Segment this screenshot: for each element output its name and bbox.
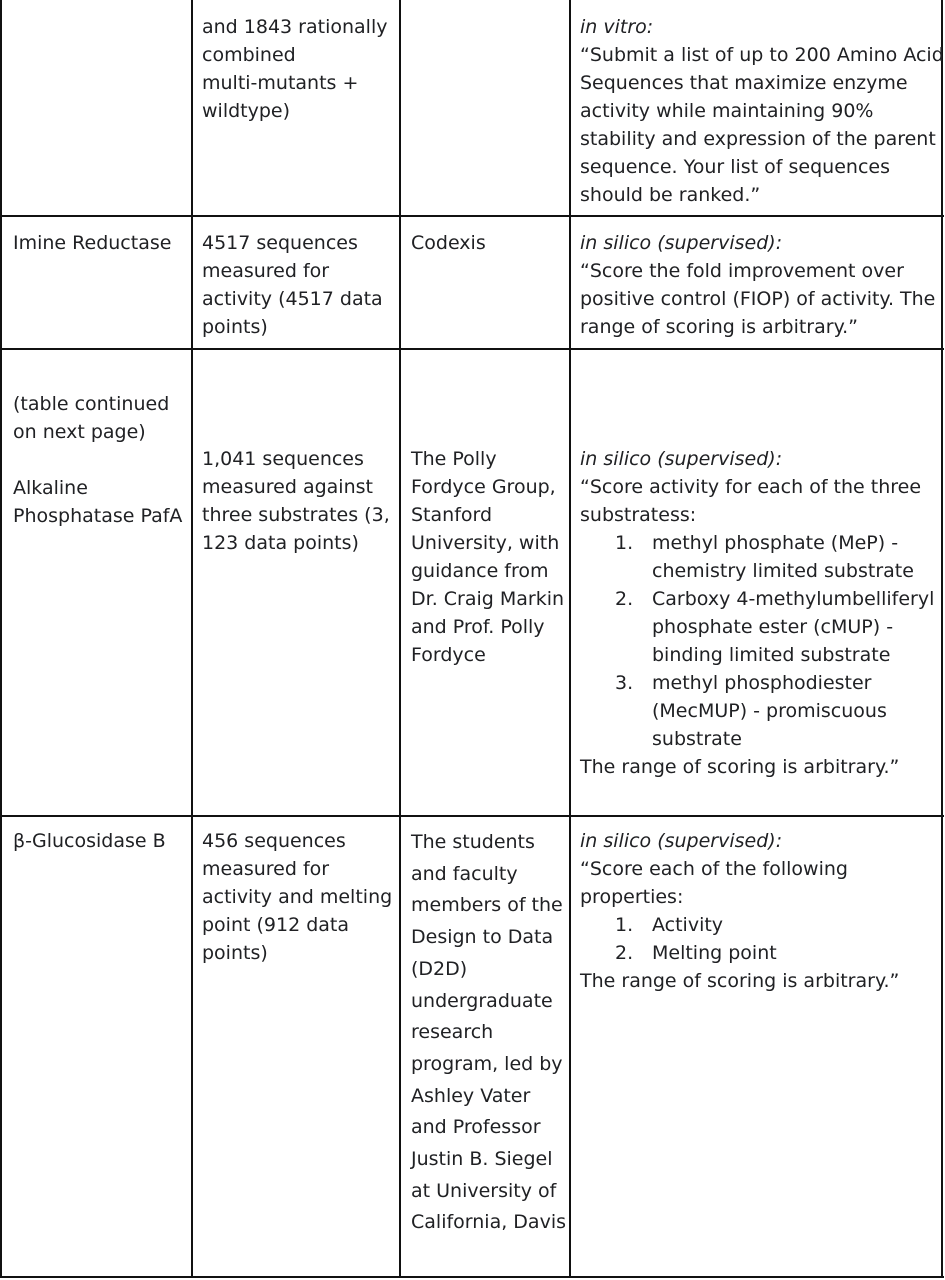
column-divider — [399, 0, 401, 1278]
cell-line: “Score the fold improvement over — [580, 260, 904, 282]
cell-line: Fordyce — [411, 644, 486, 666]
enzyme-name: Phosphatase PafA — [13, 505, 183, 527]
spacer — [13, 446, 182, 474]
cell-line: and Professor — [411, 1116, 541, 1139]
list-number: 1. — [615, 914, 634, 936]
cell-line: 123 data points) — [202, 532, 359, 554]
cell-line: measured for — [202, 260, 330, 282]
table-cell-measurements — [202, 13, 387, 125]
cell-line: guidance from — [411, 560, 549, 582]
cell-line: activity and melting — [202, 886, 393, 908]
cell-line: points) — [202, 316, 268, 338]
table-cell-enzyme — [13, 390, 182, 530]
table-cell-contributor — [411, 445, 564, 669]
table-cell-task — [580, 229, 935, 341]
cell-line: Melting point — [652, 942, 777, 964]
cell-line: Ashley Vater — [411, 1084, 531, 1107]
cell-line: range of scoring is arbitrary.” — [580, 316, 858, 338]
row-divider — [0, 815, 944, 817]
row-divider — [0, 348, 944, 350]
cell-line: and Prof. Polly — [411, 616, 545, 638]
cell-line: and 1843 rationally — [202, 16, 388, 38]
list-item — [580, 911, 899, 939]
cell-line: should be ranked.” — [580, 184, 761, 206]
cell-line: Dr. Craig Markin — [411, 588, 565, 610]
column-divider — [191, 0, 193, 1278]
table-cell-measurements — [202, 445, 390, 557]
enzyme-name: Alkaline — [13, 477, 88, 499]
table-cell-enzyme — [13, 229, 171, 257]
cell-line: activity (4517 data — [202, 288, 383, 310]
cell-line: Justin B. Siegel — [411, 1148, 553, 1171]
substrate-list — [580, 529, 934, 753]
cell-line: Codexis — [411, 232, 486, 254]
cell-line: measured for — [202, 858, 330, 880]
cell-line: measured against — [202, 476, 373, 498]
column-divider — [569, 0, 571, 1278]
property-list — [580, 911, 899, 967]
cell-line: phosphate ester (cMUP) - — [652, 616, 894, 638]
cell-line: and faculty — [411, 862, 518, 885]
table-border-bottom — [0, 1276, 944, 1278]
cell-line: The students — [411, 831, 535, 853]
list-item — [580, 669, 934, 753]
cell-line: 456 sequences — [202, 830, 346, 852]
cell-line: substrate — [652, 728, 742, 750]
cell-line: Carboxy 4-methylumbelliferyl — [652, 588, 935, 610]
cell-line: 4517 sequences — [202, 232, 358, 254]
cell-line: 1,041 sequences — [202, 448, 364, 470]
cell-line: stability and expression of the parent — [580, 128, 936, 150]
cell-line: sequence. Your list of sequences — [580, 156, 890, 178]
list-number: 2. — [615, 588, 634, 610]
cell-line: (D2D) — [411, 957, 468, 980]
task-heading: in vitro: — [580, 16, 654, 38]
cell-line: positive control (FIOP) of activity. The — [580, 288, 936, 310]
task-heading: in silico (supervised): — [580, 830, 783, 852]
cell-line: wildtype) — [202, 100, 291, 122]
cell-line: three substrates (3, — [202, 504, 390, 526]
cell-line: California, Davis — [411, 1211, 566, 1234]
cell-line: at University of — [411, 1179, 557, 1202]
list-item — [580, 529, 934, 585]
cell-line: Fordyce Group, — [411, 476, 556, 498]
cell-line: “Submit a list of up to 200 Amino Acid — [580, 44, 944, 66]
cell-line: The range of scoring is arbitrary.” — [580, 970, 900, 992]
list-number: 1. — [615, 532, 634, 554]
cell-line: points) — [202, 942, 268, 964]
enzyme-name: Imine Reductase — [13, 232, 172, 254]
cell-line: (MecMUP) - promiscuous — [652, 700, 887, 722]
cell-line: substratess: — [580, 504, 697, 526]
list-item — [580, 939, 899, 967]
cell-line: program, led by — [411, 1052, 563, 1075]
cell-line: undergraduate — [411, 989, 553, 1012]
cell-line: “Score each of the following — [580, 858, 848, 880]
enzyme-name: β-Glucosidase B — [13, 830, 166, 852]
cell-line: combined — [202, 44, 296, 66]
cell-line: Stanford — [411, 504, 493, 526]
table-cell-task — [580, 13, 944, 209]
continuation-note: on next page) — [13, 421, 146, 443]
cell-line: Sequences that maximize enzyme — [580, 72, 908, 94]
continuation-note: (table continued — [13, 393, 170, 415]
cell-line: “Score activity for each of the three — [580, 476, 922, 498]
cell-line: The Polly — [411, 448, 497, 470]
cell-line: members of the — [411, 894, 563, 917]
cell-line: properties: — [580, 886, 684, 908]
task-heading: in silico (supervised): — [580, 448, 783, 470]
table-cell-measurements — [202, 229, 383, 341]
cell-line: point (912 data — [202, 914, 350, 936]
list-number: 3. — [615, 672, 634, 694]
table-cell-task — [580, 445, 934, 781]
cell-line: research — [411, 1021, 494, 1044]
table-border-left — [0, 0, 2, 1278]
list-number: 2. — [615, 942, 634, 964]
row-divider — [0, 215, 944, 217]
table-cell-contributor — [411, 827, 566, 1239]
table-cell-enzyme — [13, 827, 166, 855]
task-heading: in silico (supervised): — [580, 232, 783, 254]
cell-line: chemistry limited substrate — [652, 560, 914, 582]
cell-line: Design to Data — [411, 926, 554, 949]
cell-line: Activity — [652, 914, 724, 936]
cell-line: The range of scoring is arbitrary.” — [580, 756, 900, 778]
cell-line: methyl phosphate (MeP) - — [652, 532, 899, 554]
cell-line: activity while maintaining 90% — [580, 100, 874, 122]
cell-line: methyl phosphodiester — [652, 672, 872, 694]
list-item — [580, 585, 934, 669]
cell-line: University, with — [411, 532, 560, 554]
table-cell-contributor — [411, 229, 486, 257]
table-cell-measurements — [202, 827, 392, 967]
table-cell-task — [580, 827, 899, 995]
cell-line: multi-mutants + — [202, 72, 359, 94]
cell-line: binding limited substrate — [652, 644, 891, 666]
